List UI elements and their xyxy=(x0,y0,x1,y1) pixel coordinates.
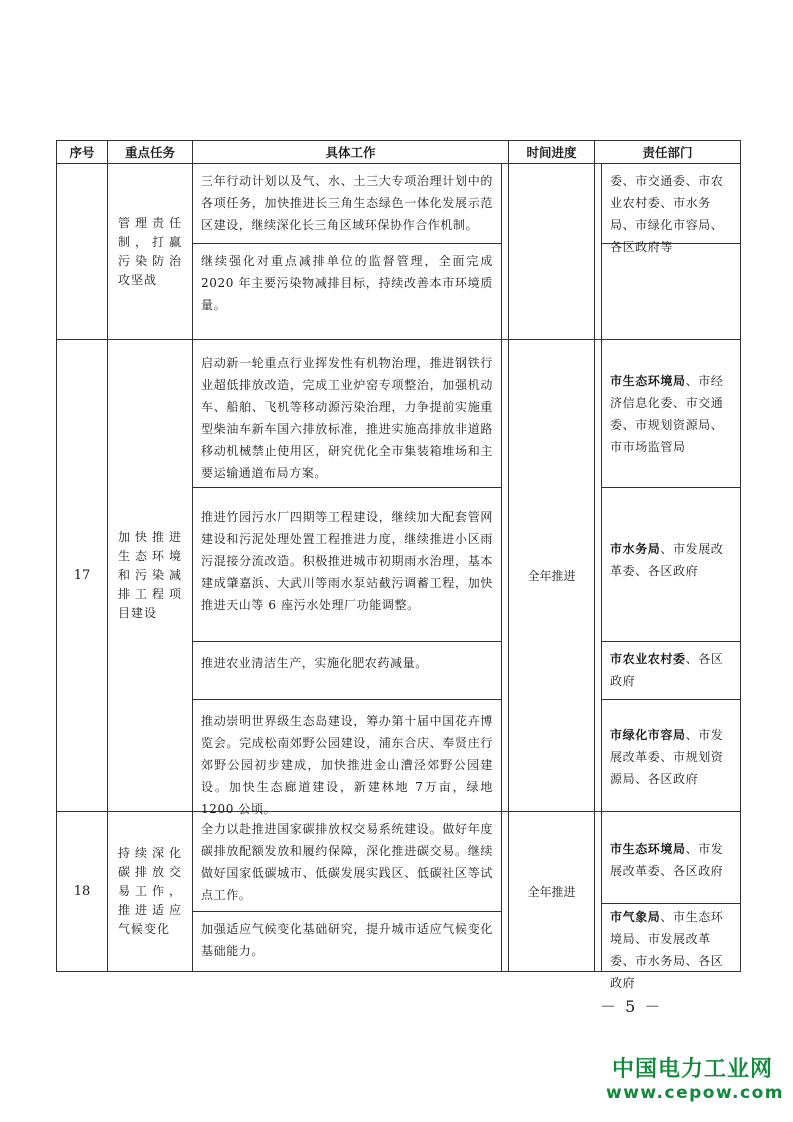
dept-item xyxy=(601,812,740,904)
header-dept: 责任部门 xyxy=(595,141,741,164)
key-task: 加快推进生态环境和污染减排工程项目建设 xyxy=(108,340,193,812)
watermark-url: www.cepow.com xyxy=(606,1083,784,1103)
work-plan-table xyxy=(56,140,741,990)
work-cell xyxy=(193,164,509,340)
work-item: 启动新一轮重点行业挥发性有机物治理，推进钢铁行业超低排放改造，完成工业炉窑专项整治，加强机动车、船舶、飞机等移动源污染治理，力争提前实施重型柴油车新车国六排放标准，推进实施高排放非道路移动机械禁止使用区，研究优化全市集装箱堆场和主要运输通道布局方案。 xyxy=(193,340,502,488)
page-number: － 5 － xyxy=(600,997,663,1016)
work-item: 三年行动计划以及气、水、土三大专项治理计划中的各项任务，加快推进长三角生态绿色一体化发展示范区建设，继续深化长三角区域环保协作合作机制。 xyxy=(193,164,502,244)
time-progress: 全年推进 xyxy=(509,812,595,972)
key-task: 管理责任制，打赢污染防治攻坚战 xyxy=(108,164,193,340)
work-cell xyxy=(193,340,509,816)
table-row xyxy=(57,164,741,340)
dept-item xyxy=(601,904,740,990)
dept-lead: 市生态环境局 xyxy=(610,842,686,856)
header-seq: 序号 xyxy=(57,141,108,164)
work-item: 全力以赴推进国家碳排放权交易系统建设。做好年度碳排放配额发放和履约保障，深化推进碳交易。继续做好国家低碳城市、低碳发展实践区、低碳社区等试点工作。 xyxy=(193,812,502,912)
dept-lead: 市绿化市容局 xyxy=(610,728,686,742)
dept-item xyxy=(601,700,740,811)
row-number: 18 xyxy=(57,812,108,972)
header-task: 重点任务 xyxy=(108,141,193,164)
dept-rest: 委、市交通委、市农业农村委、市水务局、市绿化市容局、各区政府等 xyxy=(610,174,724,254)
work-item: 继续强化对重点减排单位的监督管理，全面完成2020 年主要污染物减排目标，持续改善本市环境质量。 xyxy=(193,244,502,339)
dept-item xyxy=(601,488,740,642)
dept-rest: 、市发展改革委、各区政府 xyxy=(610,842,724,878)
dept-rest: 、市生态环境局、市发展改革委、市水务局、各区政府 xyxy=(610,910,724,990)
dept-item xyxy=(601,164,740,254)
dept-lead: 市水务局 xyxy=(610,542,661,556)
dept-rest: 、市经济信息化委、市交通委、市规划资源局、市市场监管局 xyxy=(610,374,724,454)
watermark-name: 中国电力工业网 xyxy=(612,1057,774,1082)
work-item: 推动崇明世界级生态岛建设，筹办第十届中国花卉博览会。完成松南郊野公园建设，浦东合庆、奉贤庄行郊野公园初步建成，加快推进金山漕泾郊野公园建设。加快生态廊道建设，新建林地 7万亩，绿地 1200 公顷。 xyxy=(193,700,502,811)
header-work: 具体工作 xyxy=(193,141,509,164)
dept-lead: 市气象局 xyxy=(610,910,661,924)
work-item: 推进农业清洁生产，实施化肥农药减量。 xyxy=(193,642,502,700)
time-progress: 全年推进 xyxy=(509,340,595,812)
dept-lead: 市生态环境局 xyxy=(610,374,686,388)
table-row xyxy=(57,812,741,972)
dept-cell xyxy=(595,812,741,990)
dept-item-empty xyxy=(601,244,740,339)
dept-rest: 、各区政府 xyxy=(610,652,724,688)
table-row xyxy=(57,340,741,812)
dept-rest: 、市发展改革委、各区政府 xyxy=(610,542,724,578)
key-task: 持续深化碳排放交易工作，推进适应气候变化 xyxy=(108,812,193,972)
work-cell xyxy=(193,812,509,972)
dept-cell xyxy=(595,164,741,340)
header-time: 时间进度 xyxy=(509,141,595,164)
time-progress xyxy=(509,164,595,340)
dept-cell xyxy=(595,340,741,812)
table-header-row xyxy=(57,141,741,164)
work-item: 加强适应气候变化基础研究，提升城市适应气候变化基础能力。 xyxy=(193,912,502,971)
work-item: 推进竹园污水厂四期等工程建设，继续加大配套管网建设和污泥处理处置工程推进力度，继续推进小区雨污混接分流改造。积极推进城市初期雨水治理，基本建成肇嘉浜、大武川等雨水泵站截污调蓄工程，加快推进天山等 6 座污水处理厂功能调整。 xyxy=(193,488,502,642)
dept-rest: 、市发展改革委、市规划资源局、各区政府 xyxy=(610,728,724,786)
dept-item xyxy=(601,642,740,700)
dept-item xyxy=(601,340,740,488)
dept-lead: 市农业农村委 xyxy=(610,652,686,666)
row-number xyxy=(57,164,108,340)
row-number: 17 xyxy=(57,340,108,812)
